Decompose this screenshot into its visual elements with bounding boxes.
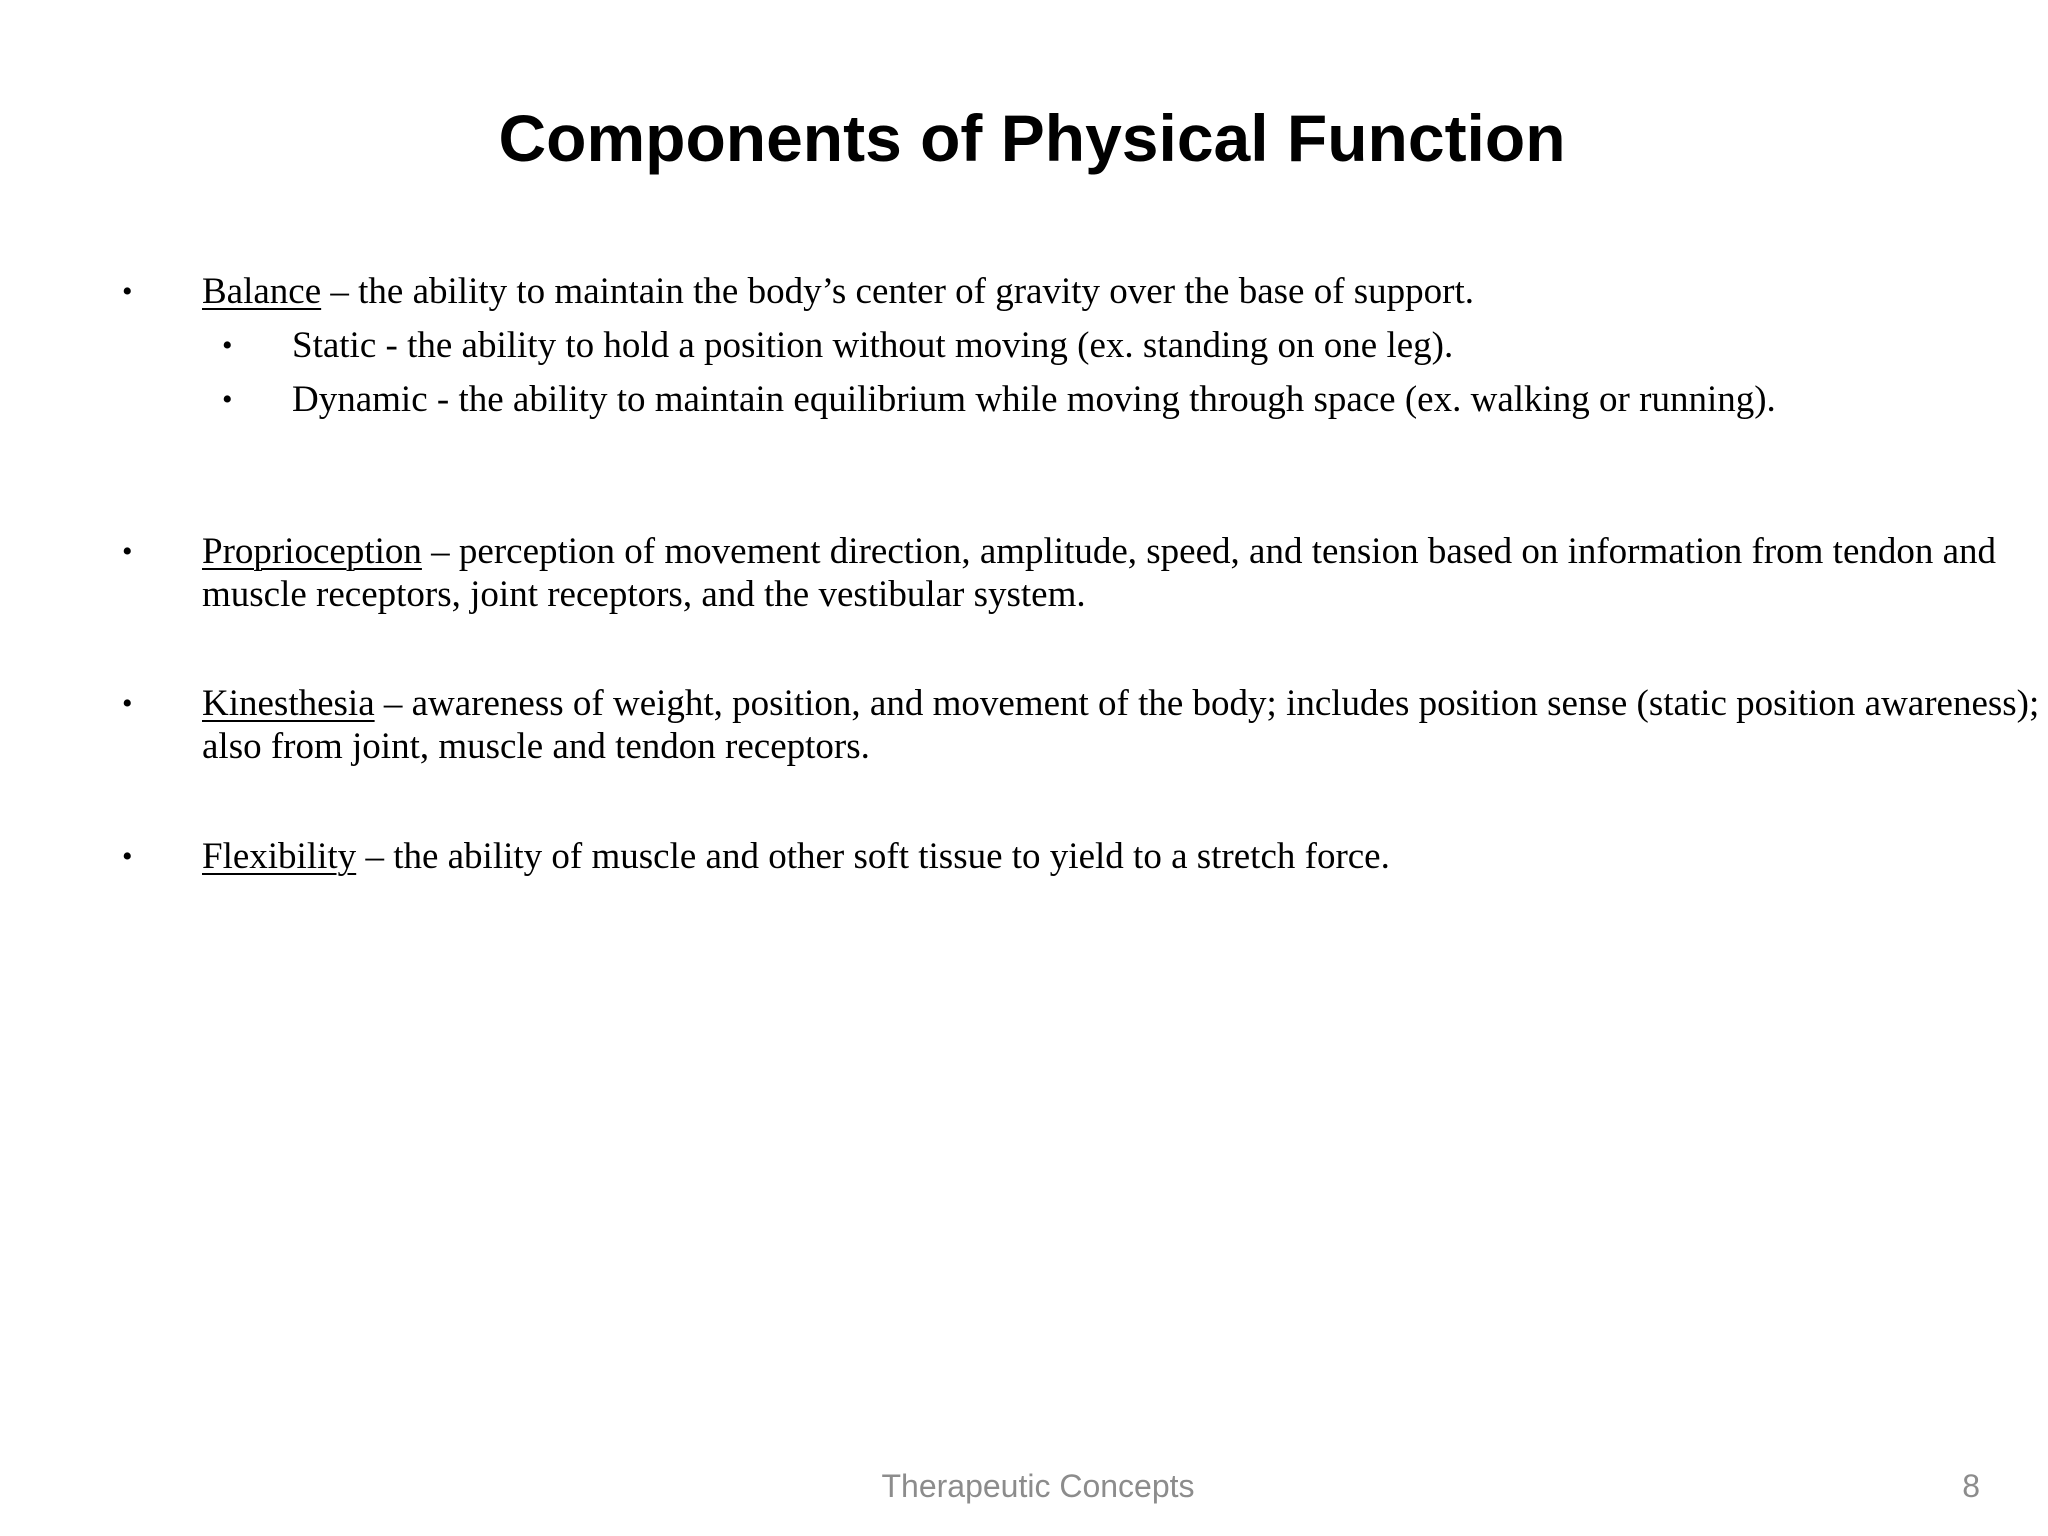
- footer-title: Therapeutic Concepts: [881, 1468, 1195, 1504]
- definition-flexibility: – the ability of muscle and other soft tissue to yield to a stretch force.: [356, 836, 1390, 877]
- list-item-text: [202, 530, 2042, 616]
- bullet-icon: •: [122, 275, 133, 308]
- bullet-icon: •: [122, 687, 133, 720]
- term-flexibility: Flexibility: [202, 836, 357, 877]
- bullet-icon: •: [122, 535, 133, 568]
- list-item-text: [202, 835, 2042, 878]
- sub-item-text: Static - the ability to hold a position without moving (ex. standing on one leg).: [292, 325, 1454, 366]
- definition-kinesthesia: – awareness of weight, position, and movement of the body; includes position sense (static position awareness); also from joint, muscle and tendon receptors.: [202, 683, 2040, 767]
- bullet-icon: •: [222, 329, 233, 362]
- list-item-text: [202, 270, 2042, 313]
- bullet-icon: •: [122, 840, 133, 873]
- term-kinesthesia: Kinesthesia: [202, 683, 375, 724]
- definition-balance: – the ability to maintain the body’s center of gravity over the base of support.: [321, 271, 1475, 312]
- term-balance: Balance: [202, 271, 322, 312]
- list-item-text: [202, 682, 2042, 768]
- definition-proprioception: – perception of movement direction, amplitude, speed, and tension based on information from tendon and muscle receptors, joint receptors, and the vestibular system.: [202, 531, 1997, 615]
- page-number: 8: [1962, 1468, 1980, 1504]
- bullet-icon: •: [222, 383, 233, 416]
- term-proprioception: Proprioception: [202, 531, 422, 572]
- sub-item-text: Dynamic - the ability to maintain equilibrium while moving through space (ex. walking or running).: [292, 379, 1776, 420]
- slide-title: Components of Physical Function: [498, 101, 1566, 175]
